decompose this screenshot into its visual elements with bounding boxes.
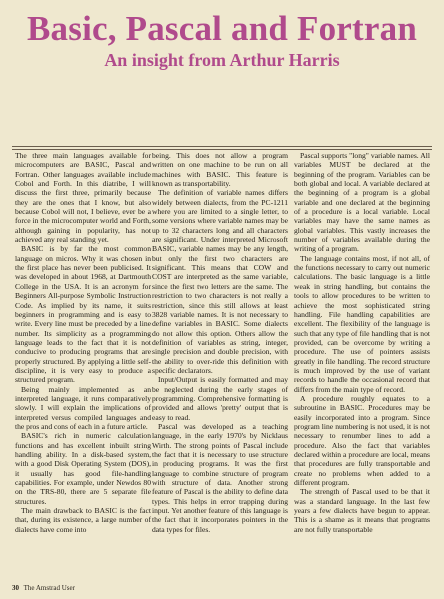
- paragraph: Input/Output is easily formatted and may be neglected during the early stages of programming. Comprehensive formatting is provided and allows 'pretty' output that is easy to read.: [152, 375, 288, 422]
- article-byline: An insight from Arthur Harris: [104, 50, 340, 70]
- paragraph: The strength of Pascal used to be that it was a standard language. In the last few years a few dialects have begun to appear. This is a shame as it means that programs are not fully transportable: [294, 487, 430, 534]
- paragraph: The three main languages available for microcomputers are BASIC, Pascal and Fortran. Other languages available include Cobol and Forth. In this diatribe, I will discuss the first three, primarily because they are the ones that I know, but also because Cobol will not, I believe, ever be a force in the microcomputer world and Forth, although gaining in popularity, has not achieved any real standing yet.: [15, 151, 151, 245]
- text-column-1: [15, 151, 151, 534]
- paragraph: The language contains most, if not all, of the functions necessary to carry out numeric calculations. The basic language is a little weak in string handling, but contains the tools to allow procedures to be written to achieve the most sophisticated string handling. File handling capabilities are excellent. The flexibility of the language is such that any type of file handling that is not provided, can be overcome by writing a procedure. The use of pointers assists greatly in file handling. The record structure is much improved by the use of variant records to handle the occasional record that differs from the main type of record.: [294, 253, 430, 394]
- paragraph: Pascal supports "long" variable names. All variables MUST be declared at the beginning of the program. Variables can be both global and local. A variable declared at the beginning of a program is a global variable and one declared at the beginning of a procedure is a local variable. Local variables may have the same names as global variables. This vastly increases the number of variables available during the writing of a program.: [294, 151, 430, 254]
- paragraph: Being mainly implemented as an interpreted language, it runs comparatively slowly. I will explain the implications of interpreted versus compiled languages and the pros and cons of each in a future article.: [15, 384, 151, 431]
- paragraph: Pascal was developed as a teaching language, in the early 1970's by Nicklaus Wirth. The strong points of Pascal include the fact that it is necessary to use structure in producing programs. It was the first language to combine structure of program with structure of data. Another strong feature of Pascal is the ability to define data types. This helps in error trapping during input. Yet another feature of this language is the fact that it incorporates pointers in the data types for files.: [152, 421, 288, 534]
- paragraph: BASIC is by far the most common language on micros. Why it was chosen in the first place has never been publicised. It was developed in about 1968, at Dartmouth College in the USA. It is an acronym for Beginners All-purpose Symbolic Instruction Code. As implied by its name, it suits beginners in programming and is easy to write. Every line must be preceded by a line number. Its simplicity as a programming language leads to the fact that it is not conducive to producing programs that are properly structured. By applying a little self-discipline, it is very easy to produce a structured program.: [15, 244, 151, 385]
- paragraph: being. This does not allow a program written on one machine to be run on all machines with BASIC. This feature is known as transportability.: [152, 151, 288, 189]
- paragraph: The definition of variable names differs widely between dialects, from the PC-1211 where you are limited to a single letter, to some versions where variable names may be up to 32 characters long and all characters are significant. Under interpreted Microsoft BASIC, variable names may be any length, but only the first two characters are significant. This means that COW and COST are interpreted as the same variable, since the first two letters are the same. The restriction to two characters is not really a restriction, since this still allows at least 3828 variable names. It is not necessary to define variables in BASIC. Some dialects do not allow this option. Others allow the definition of variables as string, integer, single precision and double precision, with the ability to over-ride this definition with specific declarators.: [152, 188, 288, 375]
- paragraph: The main drawback to BASIC is the fact that, during its existence, a large number of dialects have come into: [15, 506, 151, 534]
- page-footer: [12, 584, 75, 593]
- divider-rule: [12, 149, 432, 150]
- page-number: 30: [12, 584, 19, 592]
- text-column-3: [294, 151, 430, 534]
- divider-rule: [12, 146, 432, 147]
- paragraph: BASIC's rich in numeric calculation functions and has excellent inbuilt string handling ability. In a disk-based system, with a good Disk Operating System (DOS), it usually has good file-handling capabilities. For example, under Newdos 80 on the TRS-80, there are 5 separate file structures.: [15, 431, 151, 506]
- paragraph: A procedure roughly equates to a subroutine in BASIC. Procedures may be easily incorporated into a program. Since program line numbering is not used, it is not necessary to renumber lines to add a procedure. Also the fact that variables declared within a procedure are local, means that procedures are fully transportable and create no problems when added to a different program.: [294, 393, 430, 488]
- article-title: Basic, Pascal and Fortran: [27, 9, 417, 48]
- text-column-2: [152, 151, 288, 534]
- publication-name: The Amstrad User: [23, 584, 75, 592]
